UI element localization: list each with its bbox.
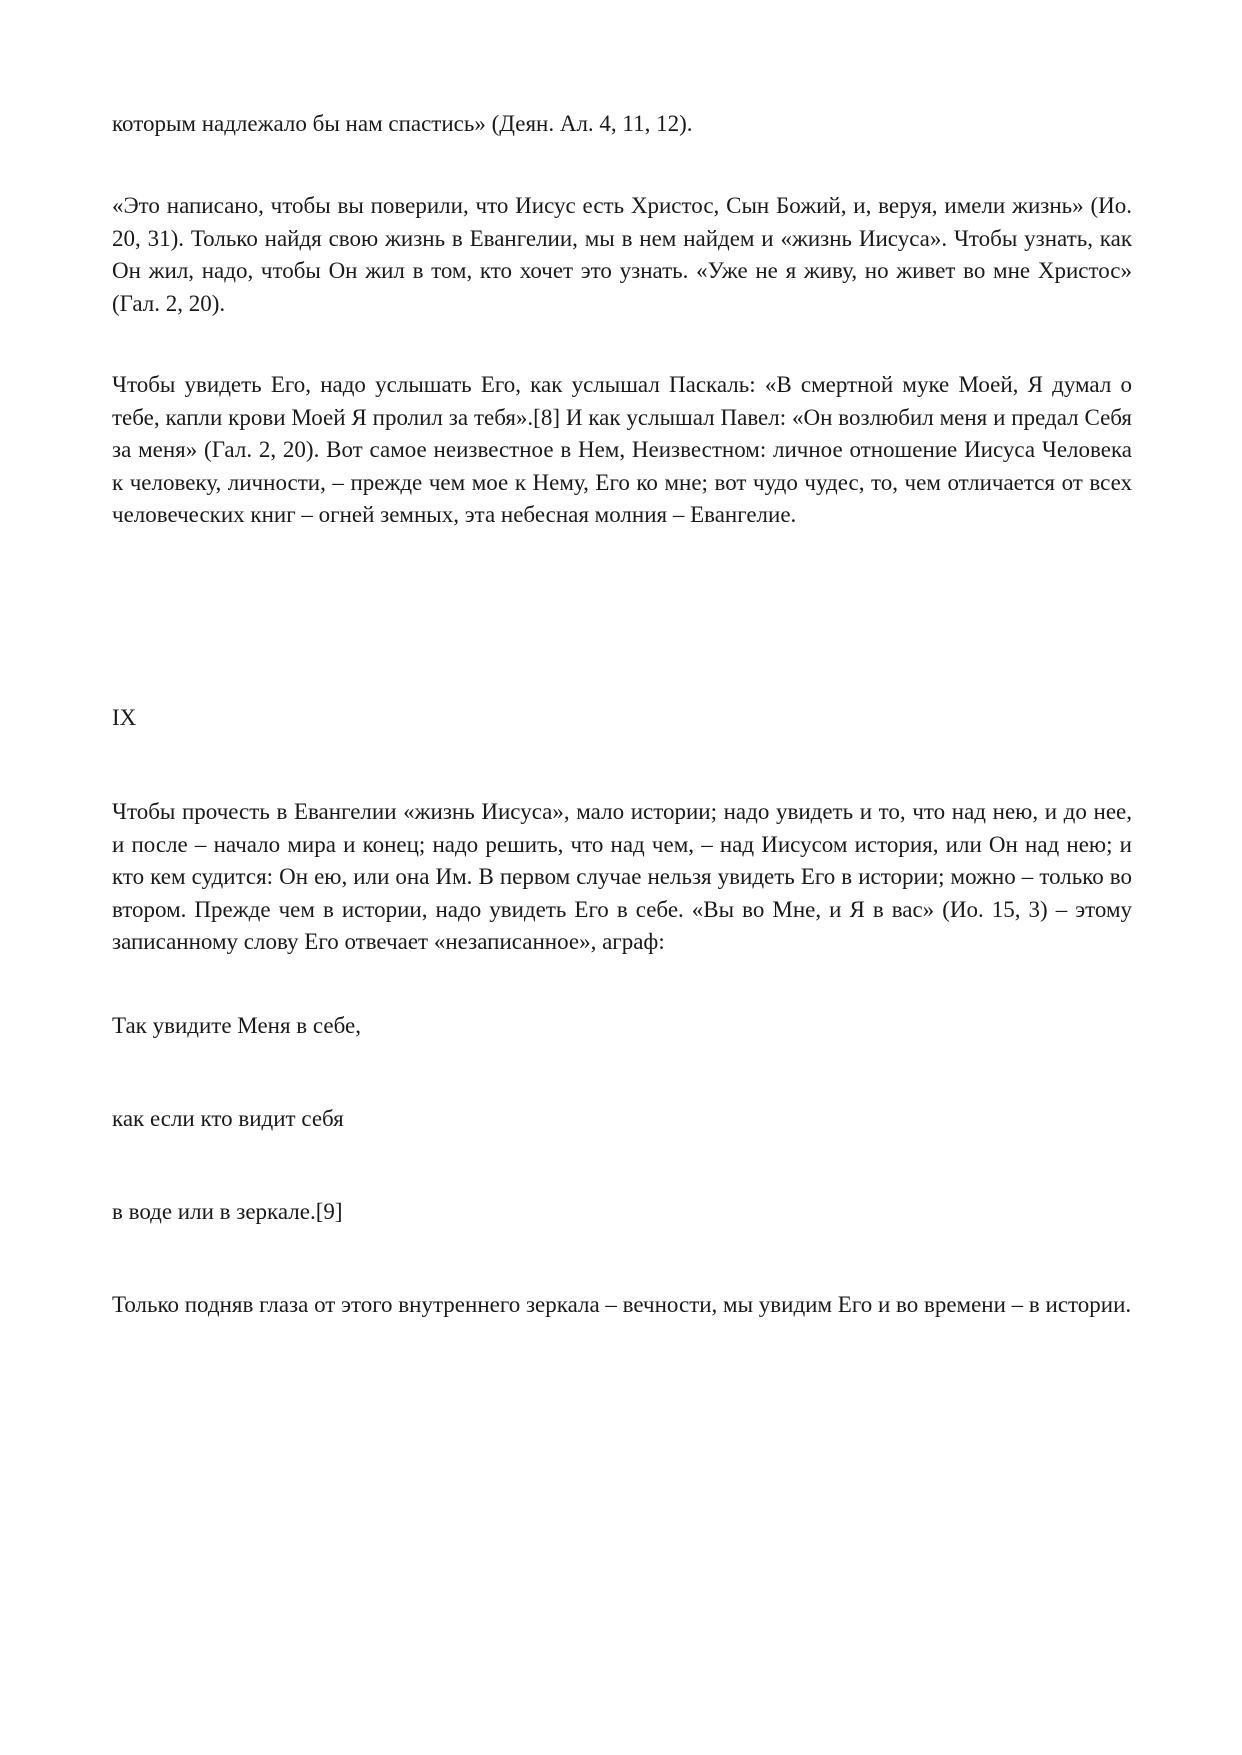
paragraph-quote-end: которым надлежало бы нам спастись» (Деян. Ал. 4, 11, 12). [112, 111, 693, 136]
paragraph-history: Чтобы прочесть в Евангелии «жизнь Иисуса», мало истории; надо увидеть и то, что над нею, и до нее, и после – начало мира и конец; надо решить, что над чем, – над Иисусом история, или Он над нею; и кто кем судится: Он ею, или она Им. В первом случае нельзя увидеть Его в истории; можно – только во втором. Прежде чем в истории, надо увидеть Его в себе. «Вы во Мне, и Я в вас» (Ио. 15, 3) – этому записанному слову Его отвечает «незаписанное», аграф: [112, 799, 1132, 954]
verse-line-3: в воде или в зеркале.[9] [112, 1199, 343, 1224]
section-heading-ix: IX [112, 705, 137, 730]
verse-line-1: Так увидите Меня в себе, [112, 1013, 361, 1038]
paragraph-gospel-purpose: «Это написано, чтобы вы поверили, что Иисус есть Христос, Сын Божий, и, веруя, имели жизнь» (Ио. 20, 31). Только найдя свою жизнь в Евангелии, мы в нем найдем и «жизнь Иисуса». Чтобы узнать, как Он жил, надо, чтобы Он жил в том, кто хочет это узнать. «Уже не я живу, но живет во мне Христос» (Гал. 2, 20). [112, 193, 1132, 316]
verse-line-2: как если кто видит себя [112, 1106, 344, 1131]
paragraph-mirror: Только подняв глаза от этого внутреннего зеркала – вечности, мы увидим Его и во времени – в истории. [112, 1292, 1132, 1317]
paragraph-pascal: Чтобы увидеть Его, надо услышать Его, как услышал Паскаль: «В смертной муке Моей, Я думал о тебе, капли крови Моей Я пролил за тебя».[8] И как услышал Павел: «Он возлюбил меня и предал Себя за меня» (Гал. 2, 20). Вот самое неизвестное в Нем, Неизвестном: личное отношение Иисуса Человека к человеку, личности, – прежде чем мое к Нему, Его ко мне; вот чудо чудес, то, чем отличается от всех человеческих книг – огней земных, эта небесная молния – Евангелие. [112, 372, 1132, 527]
